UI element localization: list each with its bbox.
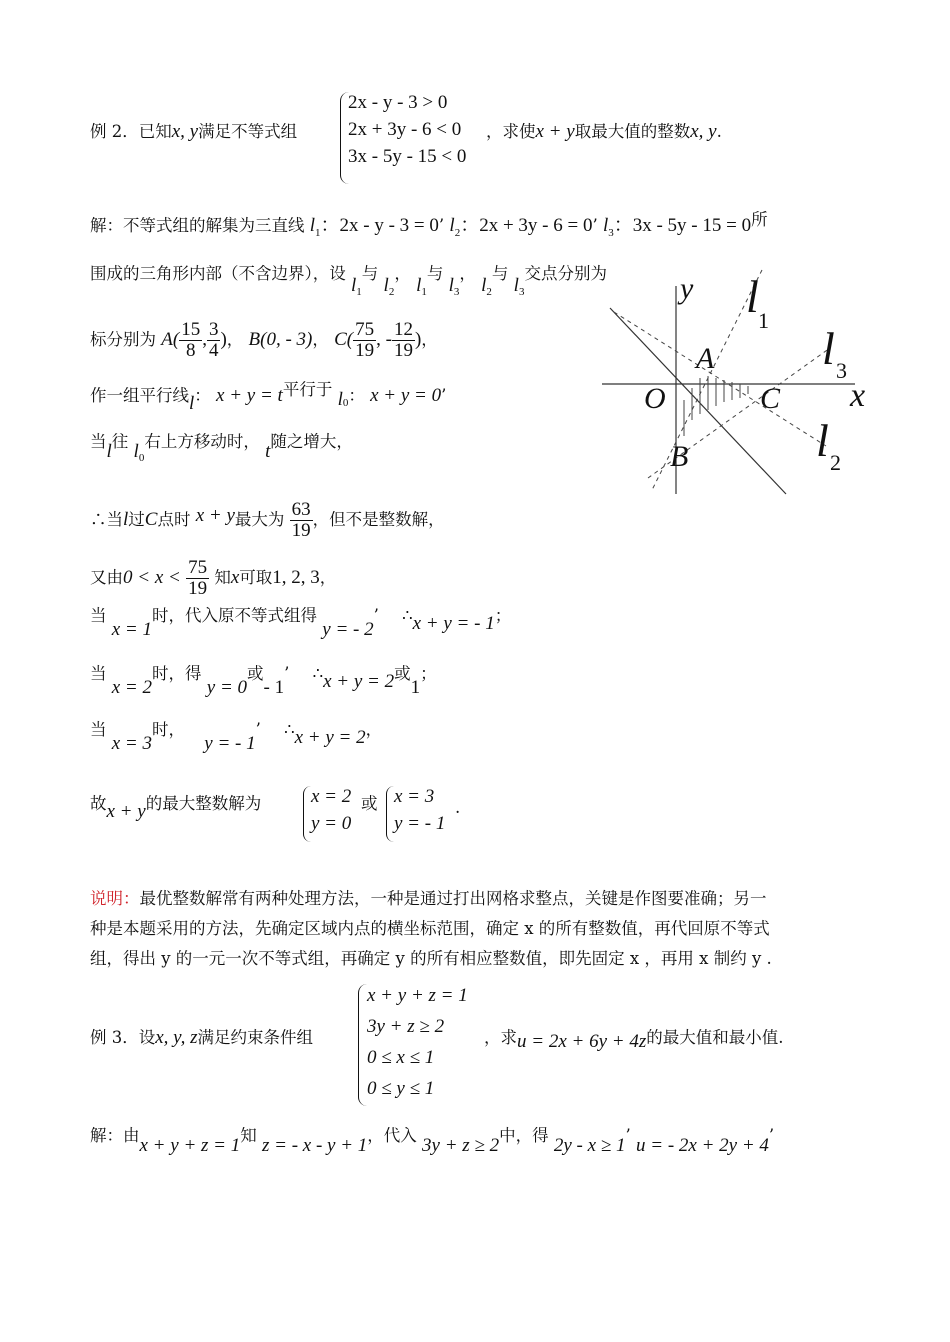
l1-label: l (746, 271, 759, 322)
solution-line-6: ∴当l过C点时 x + y最大为 $\frac{63}{19}$ ，但不是整数解， (90, 499, 445, 541)
feasible-region-diagram (600, 268, 880, 498)
example-label: 例 2．已知 (90, 122, 172, 141)
svg-text:2: 2 (830, 450, 841, 475)
solution-line-2: 围成的三角形内部（不含边界），设 $l_1$与 $l_2$， $l_1$与 $l_3$， $l_2$与 $l_3$交点分别为 (90, 264, 607, 298)
line-l2 (614, 312, 826, 446)
solution-line-5: 当l往 $l_0$右上方移动时， t随之增大， (90, 432, 353, 464)
point-a-label: A (696, 342, 715, 375)
l3-label: l (822, 323, 835, 374)
example3-line: 例 3．设x, y, z满足约束条件组 (90, 1027, 313, 1048)
x-axis-label: x (850, 377, 866, 414)
origin-label: O (644, 382, 666, 415)
solution-line-10: 当 x = 3时， y = - 1’ ∴x + y = 2， (90, 720, 383, 754)
answer-1: x = 2 y = 0 (311, 786, 352, 834)
inequality-1: 2x - y - 3 > 0 (348, 92, 448, 113)
solution-line-9: 当 x = 2时，得 y = 0或- 1’ ∴x + y = 2或1； (90, 664, 437, 698)
example2-question: ，求使x + y取最大值的整数x, y. (486, 121, 722, 142)
inequality-system (348, 89, 466, 170)
l2-label: l (816, 415, 829, 466)
example3-question: ，求u = 2x + 6y + 4z的最大值和最小值. (484, 1028, 784, 1052)
solution-line-11: 故x + y的最大整数解为 (90, 794, 262, 822)
example2-line: 例 2．已知x, y满足不等式组 (90, 121, 298, 142)
solution-line-4: 作一组平行线l： x + y = t平行于 $l_0$： x + y = 0’ (90, 380, 447, 414)
inequality-2: 2x + 3y - 6 < 0 (348, 119, 462, 140)
inequality-3: 3x - 5y - 15 < 0 (348, 146, 467, 167)
solution3-line: 解：由x + y + z = 1知 z = - x - y + 1，代入 3y + z ≥ 2中，得 2y - x ≥ 1’ u = - 2x + 2y + 4’ (90, 1126, 775, 1156)
point-b-label: B (670, 440, 689, 473)
constraint-system: x + y + z = 1 3y + z ≥ 2 0 ≤ x ≤ 1 0 ≤ y ≤ 1 (367, 985, 468, 1099)
solution-line-1: 解：不等式组的解集为三直线 $l_1$：2x - y - 3 = 0’ $l_2$：2x + 3y - 6 = 0’ $l_3$：3x - 5y - 15 = 0所 (90, 210, 768, 239)
solution-line-3: 标分别为 A( $\frac{15}{8}$ , $\frac{3}{4}$ )， B(0, - 3)， C( $\frac{75}{19}$ , - $\frac{12}{19}$ )， (90, 319, 438, 361)
note-label: 说明： (90, 889, 140, 908)
y-axis-label: y (680, 272, 694, 305)
note-paragraph: 说明：最优整数解常有两种处理方法，一种是通过打出网格求整点，关键是作图要准确；另一 种是本题采用的方法，先确定区域内点的横坐标范围，确定 x 的所有整数值，再代回原不等式 组，得出 y 的一元一次不等式组，再确定 y 的所有相应整数值，即先固定 x ，再用 x 制约 y . (90, 889, 772, 968)
solution-line-7: 又由0 < x < $\frac{75}{19}$ 知x可取1, 2, 3， (90, 557, 337, 599)
point-c-label: C (760, 382, 781, 415)
answer-2: x = 3 y = - 1 (394, 786, 446, 834)
solution-line-8: 当 x = 1时，代入原不等式组得 y = - 2’ ∴x + y = - 1； (90, 606, 512, 640)
svg-text:1: 1 (758, 308, 769, 333)
svg-text:3: 3 (836, 358, 847, 383)
